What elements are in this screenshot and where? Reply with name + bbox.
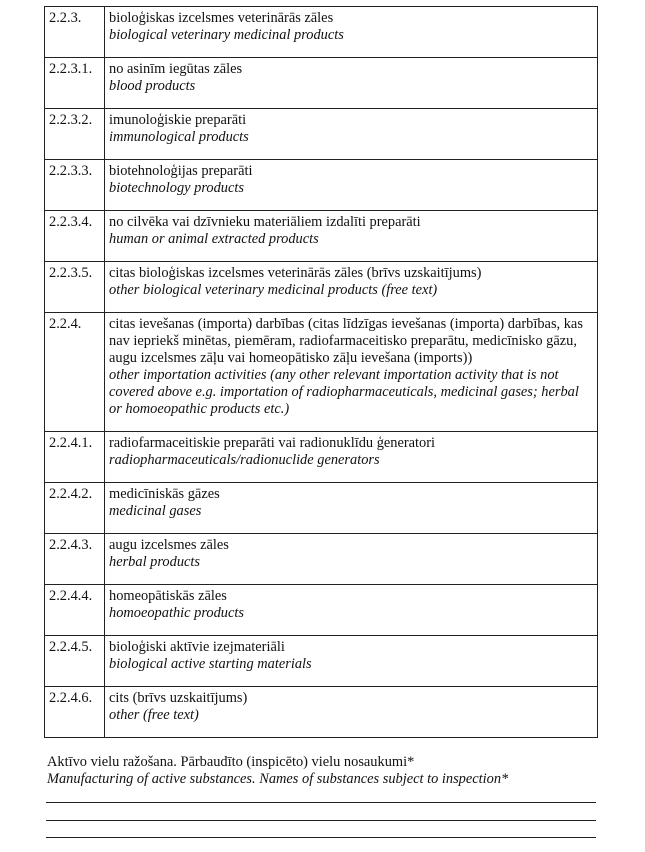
row-number: 2.2.4.6. <box>45 687 105 738</box>
row-description <box>105 160 598 211</box>
table-row <box>45 483 598 534</box>
row-number: 2.2.4.5. <box>45 636 105 687</box>
latvian-text: citas ievešanas (importa) darbības (citas līdzīgas ievešanas (importa) darbības, kas nav iepriekš minētas, piemēram, radiofarmaceitisko preparātu, medicīnisko gāzu, augu izcelsmes zāļu vai homeopātisko zāļu ievešana (imports)) <box>109 316 583 366</box>
row-description <box>105 585 598 636</box>
latvian-text: biotehnoloģijas preparāti <box>109 163 253 179</box>
row-description <box>105 687 598 738</box>
latvian-text: cits (brīvs uzskaitījums) <box>109 690 248 706</box>
table-row <box>45 262 598 313</box>
english-text: biological active starting materials <box>109 656 312 672</box>
footer-english-heading: Manufacturing of active substances. Names of substances subject to inspection* <box>47 771 509 787</box>
table-row <box>45 432 598 483</box>
row-number: 2.2.3.1. <box>45 58 105 109</box>
answer-line[interactable] <box>46 837 596 838</box>
latvian-text: imunoloģiskie preparāti <box>109 112 247 128</box>
english-text: herbal products <box>109 554 201 570</box>
table-row <box>45 313 598 432</box>
latvian-text: citas bioloģiskas izcelsmes veterinārās zāles (brīvs uzskaitījums) <box>109 265 482 281</box>
english-text: immunological products <box>109 129 249 145</box>
table-row <box>45 534 598 585</box>
table-row <box>45 585 598 636</box>
latvian-text: augu izcelsmes zāles <box>109 537 229 553</box>
row-description <box>105 483 598 534</box>
english-text: biotechnology products <box>109 180 244 196</box>
table-row <box>45 109 598 160</box>
row-number: 2.2.4. <box>45 313 105 432</box>
english-text: other (free text) <box>109 707 199 723</box>
row-number: 2.2.3.2. <box>45 109 105 160</box>
row-description <box>105 109 598 160</box>
row-description <box>105 262 598 313</box>
table-row <box>45 211 598 262</box>
table-row <box>45 636 598 687</box>
english-text: medicinal gases <box>109 503 202 519</box>
latvian-text: no asinīm iegūtas zāles <box>109 61 243 77</box>
row-description <box>105 534 598 585</box>
row-description <box>105 636 598 687</box>
row-description <box>105 7 598 58</box>
row-description <box>105 211 598 262</box>
row-number: 2.2.4.1. <box>45 432 105 483</box>
row-number: 2.2.4.2. <box>45 483 105 534</box>
row-number: 2.2.4.4. <box>45 585 105 636</box>
schedule-table <box>44 6 598 738</box>
latvian-text: radiofarmaceitiskie preparāti vai radionuklīdu ģeneratori <box>109 435 436 451</box>
answer-line[interactable] <box>46 802 596 803</box>
answer-line[interactable] <box>46 820 596 821</box>
english-text: human or animal extracted products <box>109 231 319 247</box>
active-substances-section <box>47 754 607 788</box>
footer-latvian-heading: Aktīvo vielu ražošana. Pārbaudīto (inspicēto) vielu nosaukumi* <box>47 754 415 770</box>
row-number: 2.2.3. <box>45 7 105 58</box>
row-number: 2.2.3.3. <box>45 160 105 211</box>
row-number: 2.2.3.5. <box>45 262 105 313</box>
latvian-text: medicīniskās gāzes <box>109 486 220 502</box>
english-text: biological veterinary medicinal products <box>109 27 344 43</box>
latvian-text: bioloģiskas izcelsmes veterinārās zāles <box>109 10 334 26</box>
table-row <box>45 7 598 58</box>
row-description <box>105 313 598 432</box>
latvian-text: bioloģiski aktīvie izejmateriāli <box>109 639 285 655</box>
row-number: 2.2.4.3. <box>45 534 105 585</box>
english-text: homoeopathic products <box>109 605 244 621</box>
table-row <box>45 687 598 738</box>
english-text: blood products <box>109 78 196 94</box>
table-row <box>45 58 598 109</box>
english-text: other biological veterinary medicinal products (free text) <box>109 282 438 298</box>
row-description <box>105 432 598 483</box>
row-number: 2.2.3.4. <box>45 211 105 262</box>
row-description <box>105 58 598 109</box>
latvian-text: no cilvēka vai dzīvnieku materiāliem izdalīti preparāti <box>109 214 421 230</box>
english-text: radiopharmaceuticals/radionuclide generators <box>109 452 380 468</box>
table-row <box>45 160 598 211</box>
latvian-text: homeopātiskās zāles <box>109 588 227 604</box>
english-text: other importation activities (any other relevant importation activity that is not covered above e.g. importation of radiopharmaceuticals, medicinal gases; herbal or homoeopathic products etc.) <box>109 367 579 417</box>
